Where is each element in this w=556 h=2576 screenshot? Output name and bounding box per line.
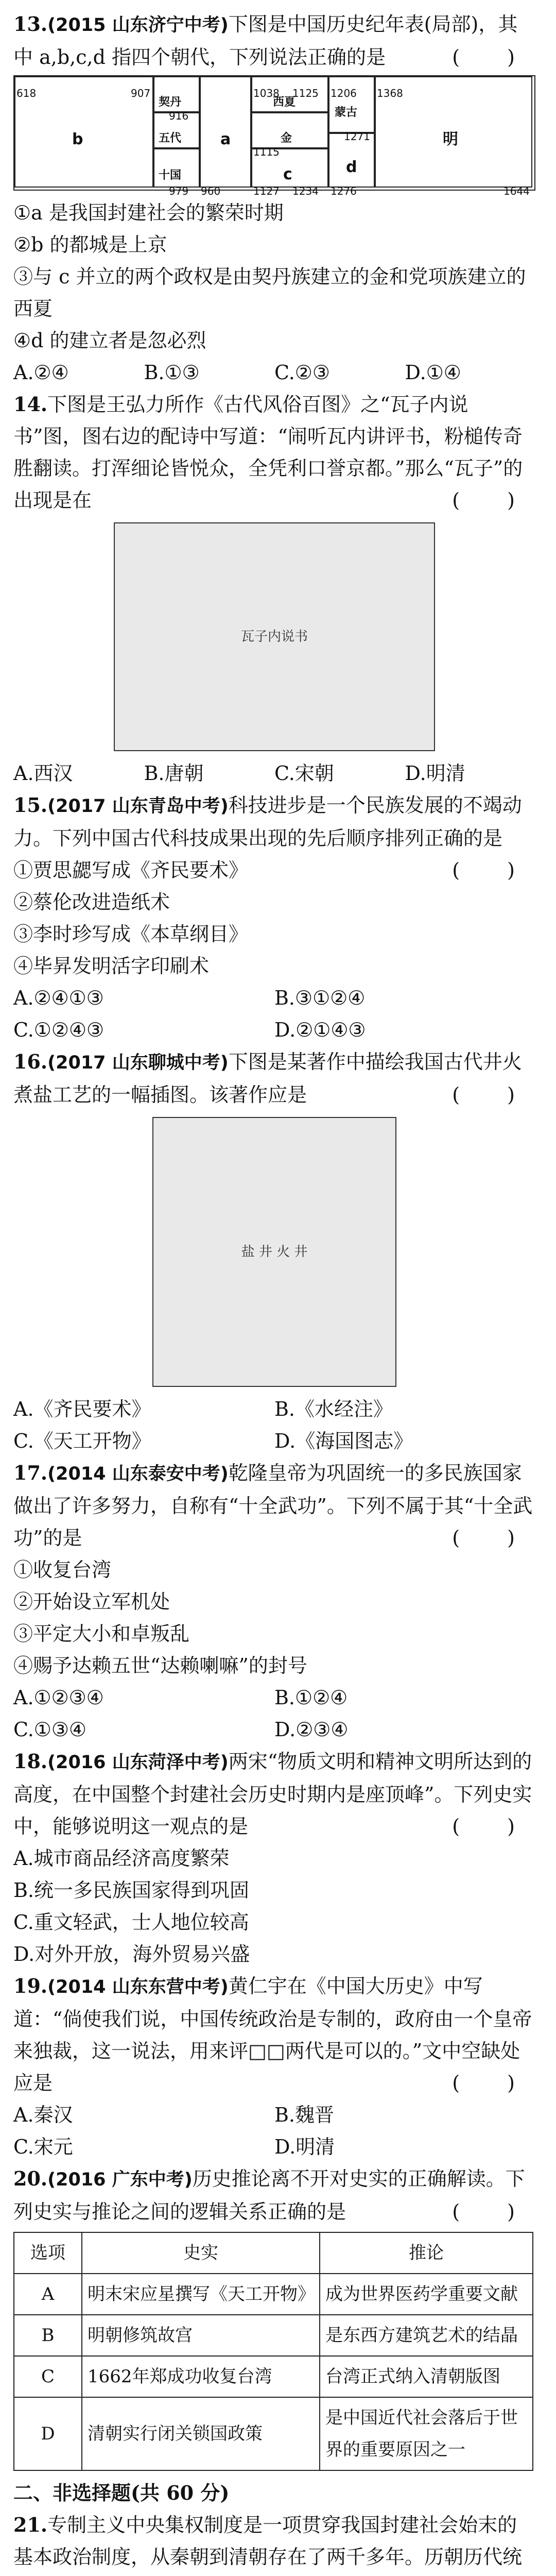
timeline-cell-xixia: 西夏 xyxy=(251,76,328,112)
choice-b[interactable]: B.③①②④ xyxy=(274,987,366,1009)
question-19 xyxy=(13,1970,535,2163)
statement-3: ③李时珍写成《本草纲目》 xyxy=(13,923,249,945)
year-1206: 1206 xyxy=(331,87,357,99)
answer-bracket: ( ) xyxy=(452,859,535,882)
column-header-inference: 推论 xyxy=(320,2232,533,2274)
answer-bracket: ( ) xyxy=(452,46,535,69)
year-1644: 1644 xyxy=(503,185,530,197)
table-row[interactable] xyxy=(14,2356,533,2397)
question-source: (2014 山东泰安中考) xyxy=(47,1464,229,1484)
table-row[interactable] xyxy=(14,2274,533,2315)
choices-row xyxy=(13,757,535,789)
question-14 xyxy=(13,388,535,789)
timeline-cell-c: c xyxy=(251,148,328,188)
timeline-cell-mongol: 蒙古 xyxy=(328,76,375,133)
choice-a[interactable]: A.西汉 xyxy=(13,762,73,785)
year-907: 907 xyxy=(131,87,151,99)
timeline-cell-b: b xyxy=(14,76,153,188)
choice-d[interactable]: D.《海国图志》 xyxy=(274,1430,413,1452)
choice-c[interactable]: C.宋元 xyxy=(13,2136,73,2158)
choice-a[interactable]: A.秦汉 xyxy=(13,2104,73,2126)
choice-b[interactable]: B.统一多民族国家得到巩固 xyxy=(13,1879,250,1902)
question-text: 科技进步是一个民族发展的不竭动力。下列中国古代科技成果出现的先后顺序排列正确的是 xyxy=(13,794,522,850)
choice-a[interactable]: A.《齐民要术》 xyxy=(13,1398,151,1420)
storytelling-illustration xyxy=(114,522,435,751)
row-inference: 台湾正式纳入清朝版图 xyxy=(320,2356,533,2397)
year-1234: 1234 xyxy=(292,185,319,197)
row-fact: 明末宋应星撰写《天工开物》 xyxy=(82,2274,320,2315)
question-text: 专制主义中央集权制度是一项贯穿我国封建社会始末的基本政治制度，从秦朝到清朝存在了两千多年。历朝历代统 xyxy=(13,2514,523,2568)
table-row[interactable] xyxy=(14,2315,533,2356)
choices-row-1 xyxy=(13,982,535,1014)
year-1127: 1127 xyxy=(253,185,280,197)
question-13 xyxy=(13,8,535,388)
choice-a[interactable]: A.城市商品经济高度繁荣 xyxy=(13,1847,230,1870)
timeline-cell-jin: 金 xyxy=(251,112,328,148)
row-option: B xyxy=(14,2315,82,2356)
salt-well-illustration xyxy=(152,1117,396,1387)
choice-a[interactable]: A.②④①③ xyxy=(13,987,104,1009)
question-number: 13. xyxy=(13,12,48,36)
table-header-row xyxy=(14,2232,533,2274)
row-inference: 是东西方建筑艺术的结晶 xyxy=(320,2315,533,2356)
question-number: 17. xyxy=(13,1461,48,1484)
question-21 xyxy=(13,2509,535,2576)
question-17 xyxy=(13,1457,535,1745)
choice-c[interactable]: C.②③ xyxy=(274,361,330,384)
choice-a[interactable]: A.①②③④ xyxy=(13,1686,104,1709)
year-1125: 1125 xyxy=(292,87,319,99)
timeline-cell-ming: 明 xyxy=(375,76,532,188)
row-fact: 明朝修筑故宫 xyxy=(82,2315,320,2356)
answer-bracket: ( ) xyxy=(452,2072,535,2094)
question-source: (2017 山东聊城中考) xyxy=(47,1053,229,1073)
row-option: C xyxy=(14,2356,82,2397)
answer-bracket: ( ) xyxy=(452,489,535,512)
row-inference: 是中国近代社会落后于世界的重要原因之一 xyxy=(320,2397,533,2470)
answer-bracket: ( ) xyxy=(452,1815,535,1838)
statement-4: ④毕昇发明活字印刷术 xyxy=(13,955,210,977)
choice-d[interactable]: D.②①④③ xyxy=(274,1019,366,1041)
question-number: 20. xyxy=(13,2167,48,2190)
answer-bracket: ( ) xyxy=(452,2200,535,2223)
choices-row-2 xyxy=(13,1014,535,1046)
answer-bracket: ( ) xyxy=(452,1527,535,1549)
statement-2: ②开始设立军机处 xyxy=(13,1590,170,1613)
choices-row-1 xyxy=(13,1682,535,1714)
row-fact: 1662年郑成功收复台湾 xyxy=(82,2356,320,2397)
column-header-option: 选项 xyxy=(14,2232,82,2274)
timeline-cell-ten-kingdoms: 十国 xyxy=(153,148,200,188)
choice-c[interactable]: C.重文轻武，士人地位较高 xyxy=(13,1911,249,1934)
question-number: 14. xyxy=(13,393,48,416)
year-1115: 1115 xyxy=(253,146,280,158)
choice-d[interactable]: D.明清 xyxy=(274,2136,335,2158)
question-source: (2015 山东济宁中考) xyxy=(47,15,229,36)
choice-b[interactable]: B.①②④ xyxy=(274,1686,348,1709)
choice-c[interactable]: C.①③④ xyxy=(13,1718,86,1741)
choice-d[interactable]: D.对外开放，海外贸易兴盛 xyxy=(13,1943,250,1965)
question-15 xyxy=(13,789,535,1046)
table-row[interactable] xyxy=(14,2397,533,2470)
question-text: 下图是王弘力所作《古代风俗百图》之“瓦子内说书”图，图右边的配诗中写道：“闹听瓦内讲评书，粉槌传奇胜翻读。打浑细论皆悦众，全凭利口誉京都。”那么“瓦子”的出现是在 xyxy=(13,393,523,512)
choice-c[interactable]: C.①②④③ xyxy=(13,1019,105,1041)
choice-d[interactable]: D.①④ xyxy=(405,361,461,384)
timeline-cell-a: a xyxy=(200,76,251,188)
timeline-cell-five-dynasties: 五代 xyxy=(153,112,200,148)
statement-3: ③平定大小和卓叛乱 xyxy=(13,1622,190,1645)
year-618: 618 xyxy=(16,87,37,99)
question-text: 黄仁宇在《中国大历史》中写道：“倘使我们说，中国传统政治是专制的，政府由一个皇帝来独裁，这一说法，用来评□□两代是可以的。”文中空缺处应是 xyxy=(13,1975,532,2094)
statement-2: ②b 的都城是上京 xyxy=(13,233,167,256)
fact-inference-table xyxy=(13,2232,533,2471)
choice-b[interactable]: B.《水经注》 xyxy=(274,1398,393,1420)
answer-bracket: ( ) xyxy=(452,1083,535,1106)
question-source: (2014 山东东营中考) xyxy=(47,1977,229,1997)
choices-row-1 xyxy=(13,1393,535,1425)
choice-d[interactable]: D.明清 xyxy=(405,762,465,785)
question-text: 乾隆皇帝为巩固统一的多民族国家做出了许多努力，自称有“十全武功”。下列不属于其“十全武功”的是 xyxy=(13,1462,533,1549)
timeline-cell-d: d xyxy=(328,133,375,188)
choice-b[interactable]: B.魏晋 xyxy=(274,2104,335,2126)
row-inference: 成为世界医药学重要文献 xyxy=(320,2274,533,2315)
figure-caption: 瓦子内说书 xyxy=(240,629,308,645)
statement-2: ②蔡伦改进造纸术 xyxy=(13,891,170,913)
year-979: 979 xyxy=(169,185,189,197)
choice-b[interactable]: B.①③ xyxy=(144,361,200,384)
choice-c[interactable]: C.《天工开物》 xyxy=(13,1430,151,1452)
statement-4: ④赐予达赖五世“达赖喇嘛”的封号 xyxy=(13,1654,307,1677)
statement-4: ④d 的建立者是忽必烈 xyxy=(13,329,206,352)
statement-1: ①a 是我国封建社会的繁荣时期 xyxy=(13,201,284,224)
question-number: 18. xyxy=(13,1750,48,1773)
question-source: (2016 山东菏泽中考) xyxy=(47,1752,229,1773)
statement-1: ①收复台湾 xyxy=(13,1558,112,1581)
question-number: 15. xyxy=(13,793,48,817)
year-1276: 1276 xyxy=(331,185,357,197)
statement-1: ①贾思勰写成《齐民要术》 xyxy=(13,859,249,882)
choice-d[interactable]: D.②③④ xyxy=(274,1718,349,1741)
year-1368: 1368 xyxy=(377,87,403,99)
row-fact: 清朝实行闭关锁国政策 xyxy=(82,2397,320,2470)
question-source: (2017 山东青岛中考) xyxy=(47,796,229,817)
row-option: A xyxy=(14,2274,82,2315)
question-number: 21. xyxy=(13,2513,48,2536)
choices-row-2 xyxy=(13,2131,535,2163)
section-heading: 二、非选择题(共 60 分) xyxy=(13,2481,230,2504)
question-source: (2016 广东中考) xyxy=(47,2170,193,2190)
question-text: 两宋“物质文明和精神文明所达到的高度，在中国整个封建社会历史时期内是座顶峰”。下列史实中，能够说明这一观点的是 xyxy=(13,1750,532,1838)
choice-c[interactable]: C.宋朝 xyxy=(274,762,334,785)
question-number: 16. xyxy=(13,1050,48,1073)
choices-row xyxy=(13,357,535,388)
figure-caption: 盐 井 火 井 xyxy=(241,1244,308,1260)
choices-row-2 xyxy=(13,1714,535,1745)
question-text: 历史推论离不开对史实的正确解读。下列史实与推论之间的逻辑关系正确的是 xyxy=(13,2167,525,2223)
statement-3: ③与 c 并立的两个政权是由契丹族建立的金和党项族建立的西夏 xyxy=(13,265,526,320)
column-header-fact: 史实 xyxy=(82,2232,320,2274)
question-18 xyxy=(13,1745,535,1970)
year-960: 960 xyxy=(201,185,221,197)
choice-b[interactable]: B.唐朝 xyxy=(144,762,204,785)
year-916: 916 xyxy=(169,110,189,122)
year-1038: 1038 xyxy=(253,87,280,99)
row-option: D xyxy=(14,2397,82,2470)
question-number: 19. xyxy=(13,1974,48,1997)
choices-row-1 xyxy=(13,2099,535,2131)
choices-row-2 xyxy=(13,1425,535,1457)
question-text: 下图是中国历史纪年表(局部)，其中 a,b,c,d 指四个朝代，下列说法正确的是 xyxy=(13,13,518,69)
question-16 xyxy=(13,1046,535,1457)
question-text: 下图是某著作中描绘我国古代井火煮盐工艺的一幅插图。该著作应是 xyxy=(13,1050,522,1106)
dynasty-timeline xyxy=(13,75,535,197)
year-1271: 1271 xyxy=(344,130,370,143)
question-20 xyxy=(13,2163,535,2471)
choice-a[interactable]: A.②④ xyxy=(13,361,69,384)
timeline-cell-khitan: 契丹 xyxy=(153,76,200,112)
